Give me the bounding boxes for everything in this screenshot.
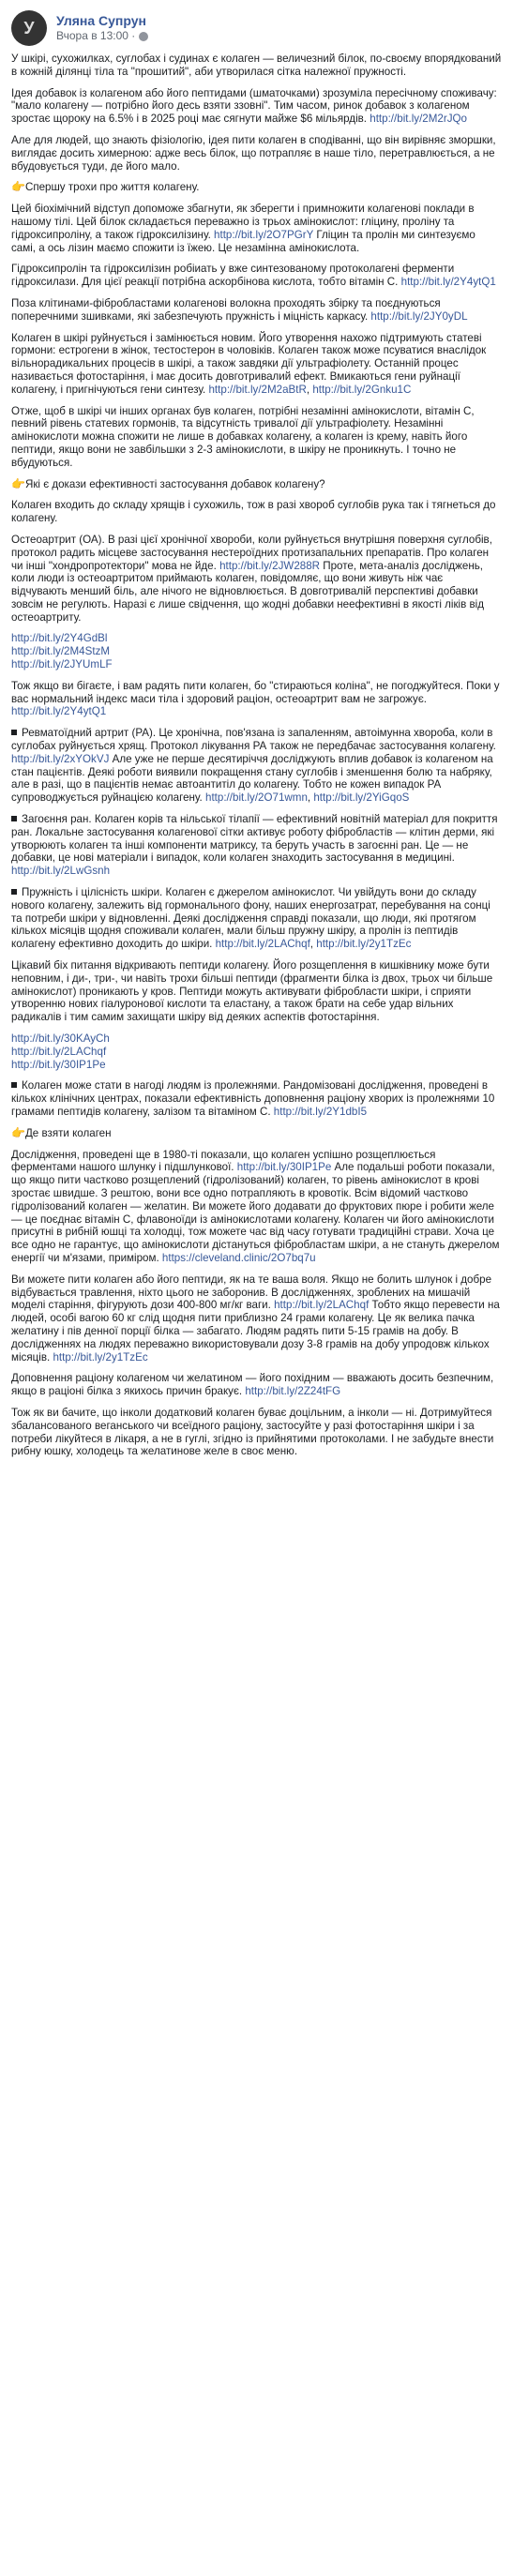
post-header: [11, 9, 502, 47]
paragraph: Отже, щоб в шкірі чи інших органах був колаген, потрібні незамінні амінокислоти, вітамін С, певний рівень статевих гормонів, та відсутність тривалої дії ультрафіолету. Незамінні амінокислоти можна спожити не лише в добавках колагену, а колаген із крему, навіть його пептиди, якщо вони не завбільшки з 2-3 амінокислоти, в шкіру не проникнуть. І точно не вбудуються.: [11, 404, 475, 469]
link[interactable]: http://bit.ly/2YiGqoS: [313, 791, 410, 805]
bullet-icon: [11, 730, 17, 735]
post-time[interactable]: Вчора в 13:00 ·: [56, 29, 136, 42]
link[interactable]: https://cleveland.clinic/2O7bq7u: [161, 1251, 316, 1264]
paragraph: Тож як ви бачите, що інколи додатковий колаген буває доцільним, а інколи — ні. Дотримуйтеся збалансованого веганського чи всеїдного раціону, застосуйте у разі фотостаріння шкіри і за потреби лікуйтеся в лікаря, а не в гуглі, згідно із прийнятими протоколами. І не забудьте внести рибну юшку, холодець та желатинове желе в своє меню.: [11, 1406, 494, 1458]
paragraph: Дослідження, проведені ще в 1980-ті показали, що колаген успішно розщеплюється ферментами нашого шлунку і підшлункової. http://bit.ly/30IP1Pe Але подальші роботи показали, що якщо пити частково розщеплений (гідролізований) колаген, то рівень амінокислот в крові зростає швидше. З рештою, вони все одно потрапляють в кровотік. Всім відомий частково гідролізований колаген — желатин. Ви можете його додавати до фруктових пюре і робити желе — це поєднає вітамін С, флавоноїди із амінокислотами колагену. Колаген чи його амінокислоти присутні в рибній юшці та холодці, тож можете час від часу готувати традиційні страви. Хоча це все одно не гарантує, що амінокислоти дістануться фібробластам шкіри, а не стануть джерелом енергії чи м'язами, приміром. https://cleveland.clinic/2O7bq7u: [11, 1148, 500, 1264]
paragraph: 👉Які є докази ефективності застосування добавок колагену?: [11, 476, 325, 490]
paragraph: Пружність і цілісність шкіри. Колаген є джерелом амінокислот. Чи увійдуть вони до складу нового колагену, залежить від гормонального фону, наших енергозатрат, перебування на сонці та потреби шкіри у відновленні. Деякі дослідження справді показали, що люди, які протягом кількох місяців щодня споживали колаген, мали більш пружну шкіру, а пролін із пептидів колагену ефективно доходить до шкіри. http://bit.ly/2LAChqf, http://bit.ly/2y1TzEc: [11, 886, 490, 951]
link[interactable]: http://bit.ly/2Gnku1C: [312, 383, 412, 396]
link[interactable]: http://bit.ly/2y1TzEc: [316, 938, 412, 951]
link[interactable]: http://bit.ly/2JY0yDL: [370, 309, 468, 323]
link[interactable]: http://bit.ly/2M2aBtR: [208, 383, 307, 396]
author-avatar[interactable]: У: [11, 10, 47, 46]
pointing-hand-icon: 👉: [11, 180, 25, 194]
link[interactable]: http://bit.ly/2y1TzEc: [53, 1350, 148, 1363]
bullet-icon: [11, 889, 17, 895]
link[interactable]: http://bit.ly/2O71wmn: [205, 791, 308, 805]
paragraph: 👉Де взяти колаген: [11, 1125, 112, 1139]
link[interactable]: http://bit.ly/2O7PGrY: [214, 228, 314, 241]
link[interactable]: http://bit.ly/2Y4ytQ1: [400, 276, 496, 289]
link[interactable]: http://bit.ly/2LwGsnh: [11, 865, 111, 878]
pointing-hand-icon: 👉: [11, 1125, 25, 1139]
link[interactable]: http://bit.ly/2Z24tFG: [245, 1385, 341, 1398]
paragraph: Гідроксипролін та гідроксилізин робіиать у вже синтезованому протоколагені ферменти гідроксилази. Для цієї реакції потрібна аскорбінова кислота, тобто вітамін С. http://bit.ly/2Y4ytQ1: [11, 263, 496, 289]
link[interactable]: http://bit.ly/30IP1Pe: [236, 1161, 332, 1174]
link[interactable]: http://bit.ly/2JYUmLF: [11, 658, 113, 671]
bullet-icon: [11, 1082, 17, 1088]
post-body: [11, 53, 502, 1458]
globe-icon: [139, 32, 148, 41]
paragraph: Колаген може стати в нагоді людям із пролежнями. Рандомізовані дослідження, проведені в кількох клінічних центрах, показали ефективність доповнення раціону хворих із пролежнями 10 грамами пептидів колагену, залізом та вітаміном С. http://bit.ly/2Y1dbI5: [11, 1079, 495, 1118]
link[interactable]: http://bit.ly/2LAChqf: [11, 1045, 107, 1058]
paragraph: Цей біохімічний відступ допоможе збагнути, як зберегти і примножити колагенові поклади в нашому тілі. Цей білок складається переважно із трьох амінокислот: гліцину, проліну та гідроксипроліну, а також гідроксилізину. http://bit.ly/2O7PGrY Гліцин та пролін ми синтезуємо самі, а ось лізин маємо спожити із їжею. Це незамінна амінокислота.: [11, 203, 475, 254]
paragraph: Доповнення раціону колагеном чи желатином — його похідним — вважають досить безпечним, якщо в раціоні білка з якихось причин бракує. http://bit.ly/2Z24tFG: [11, 1372, 494, 1398]
paragraph: Поза клітинами-фібробластами колагенові волокна проходять збірку та поєднуються поперечними зшивками, які забезпечують пружність і міцність каркасу. http://bit.ly/2JY0yDL: [11, 296, 468, 323]
paragraph: 👉Спершу трохи про життя колагену.: [11, 180, 200, 194]
paragraph: Загоєння ран. Колаген корів та нільської тілапії — ефективний новітній матеріал для покриття ран. Локальне застосування колагенової сітки активує роботу фібробластів — клітин дерми, які утворюють колаген та інші компоненти матриксу, та беруть участь в загоєнні ран. Це — не добавки, це нові матеріали і випадок, коли колаген знаходить застосування в медицині. http://bit.ly/2LwGsnh: [11, 813, 498, 878]
link-list: [11, 632, 502, 670]
paragraph: Ідея добавок із колагеном або його пептидами (шматочками) зрозуміла пересічному споживачу: "мало колагену — потрібно його десь взяти ззовні". Тим часом, ринок добавок з колагеном зростає щороку на 6.5% і в 2025 році має сягнути майже $6 мільярдів. http://bit.ly/2M2rJQo: [11, 86, 497, 126]
paragraph: Тож якщо ви бігаєте, і вам радять пити колаген, бо "стираються коліна", не погоджуйтеся. Поки у вас нормальний індекс маси тіла і здоровий раціон, остеоартрит вам не загрожує. http://bit.ly/2Y4ytQ1: [11, 679, 500, 718]
link[interactable]: http://bit.ly/2LAChqf: [215, 938, 310, 951]
paragraph: Ви можете пити колаген або його пептиди, як на те ваша воля. Якщо не болить шлунок і добре відбувається травлення, ніхто цього не заборонив. В дослідженнях, зроблених на мишачій моделі старіння, фігурують дози 400-800 мг/кг ваги. http://bit.ly/2LAChqf Тобто якщо перевести на людей, особі вагою 60 кг слід щодня пити приблизно 24 грами колагену. Це як велика пачка желатину і пів денної порції білка — забагато. Людям радять пити 5-15 грамів на добу. В дослідженнях на людях переважно використовували дозу 3-8 грамів на добу упродовж кількох місяців. http://bit.ly/2y1TzEc: [11, 1273, 500, 1363]
paragraph: Колаген входить до складу хрящів і сухожиль, тож в разі хвороб суглобів рука так і тягнеться до колагену.: [11, 499, 496, 525]
link[interactable]: http://bit.ly/30IP1Pe: [11, 1058, 106, 1071]
paragraph: Остеоартрит (ОА). В разі цієї хронічної хвороби, коли руйнується внутрішня поверхня суглобів, протокол радить місцеве застосування нестероїдних протизапальних препаратів. Про колаген чи інші "хондропротектори" мова не йде. http://bit.ly/2JW288R Проте, мета-аналіз досліджень, коли люди із остеоартритом приймають колаген, повідомляє, що вони живуть ніж чає відчувають менший біль, але нічого не відновлюється. В довготривалій перспективі добавки зовсім не регулють. Наразі є лише свідчення, що жодні добавки неефективні в якості ліків від остеоартриту.: [11, 533, 492, 624]
link[interactable]: http://bit.ly/2xYOkVJ: [11, 752, 110, 765]
paragraph: Ревматоїдний артрит (РА). Це хронічна, пов'язана із запаленням, автоімунна хвороба, коли в суглобах руйнується хрящ. Протокол лікування РА також не передбачає застосування колагену. http://bit.ly/2xYOkVJ Але уже не перше десятиріччя досліджують вплив добавок із колагеном на стан пацієнтів. Деякі роботи виявили покращення стану суглобів і зменшення болю та набряку, але в разі, що в пацієнтів немає автоантитіл до колагену. Тобто не кожен випадок РА супроводжується руйнацією колагену. http://bit.ly/2O71wmn, http://bit.ly/2YiGqoS: [11, 727, 496, 805]
post-meta: [56, 29, 148, 43]
link[interactable]: http://bit.ly/2JW288R: [219, 559, 321, 572]
author-name[interactable]: Уляна Супрун: [56, 13, 146, 28]
paragraph: У шкірі, сухожилках, суглобах і судинах є колаген — величезний білок, по-своєму впорядкований в кожній ділянці тіла та "прошитий", аби утворилася сітка належної пружності.: [11, 53, 502, 78]
link[interactable]: http://bit.ly/2M4StzM: [11, 645, 111, 658]
paragraph: Колаген в шкірі руйнується і замінюється новим. Його утворення нахожо підтримують статеві гормони: естрогени в жінок, тестостерон в чоловіків. Колаген також може псуватися внаслідок вільнорадикальних процесів в шкірі, а також завдяки дії ультрафіолету. Останній процес називається фотостаріння, і має досить довготривалий ефект. Вмикаються гени руйнації колагену, і пригнічуються гени синтезу. http://bit.ly/2M2aBtR, http://bit.ly/2Gnku1C: [11, 331, 487, 396]
paragraph: Цікавий біх питання відкривають пептиди колагену. Його розщеплення в кишківнику може бути неповним, і ди-, три-, чи навіть трохи більші пептиди (фрагменти білка із двох, трьох чи більше амінокислот) проникають у кров. Пептиди можуть активувати фібробласти шкіри, і сприяти утворенню нових гіалуронової кислоти та еластану, а також брати на себе удар вільних радикалів і тим самим захищати шкіру від деяких аспектів фотостаріння.: [11, 959, 493, 1024]
link[interactable]: http://bit.ly/30KAyCh: [11, 1032, 110, 1045]
link[interactable]: http://bit.ly/2LAChqf: [274, 1299, 370, 1312]
link[interactable]: http://bit.ly/2Y4GdBl: [11, 632, 108, 645]
link[interactable]: http://bit.ly/2Y4ytQ1: [11, 705, 107, 718]
bullet-icon: [11, 816, 17, 821]
link[interactable]: http://bit.ly/2Y1dbI5: [273, 1105, 368, 1118]
link-list: [11, 1032, 502, 1071]
paragraph: Але для людей, що знають фізіологію, ідея пити колаген в сподіванні, що він вирівняє зморшки, виглядає досить химерною: адже весь білок, що потрапляє в наше тіло, перетравлюється, а не вбудовується туди, де його мало.: [11, 133, 496, 173]
link[interactable]: http://bit.ly/2M2rJQo: [370, 113, 467, 126]
pointing-hand-icon: 👉: [11, 476, 25, 490]
